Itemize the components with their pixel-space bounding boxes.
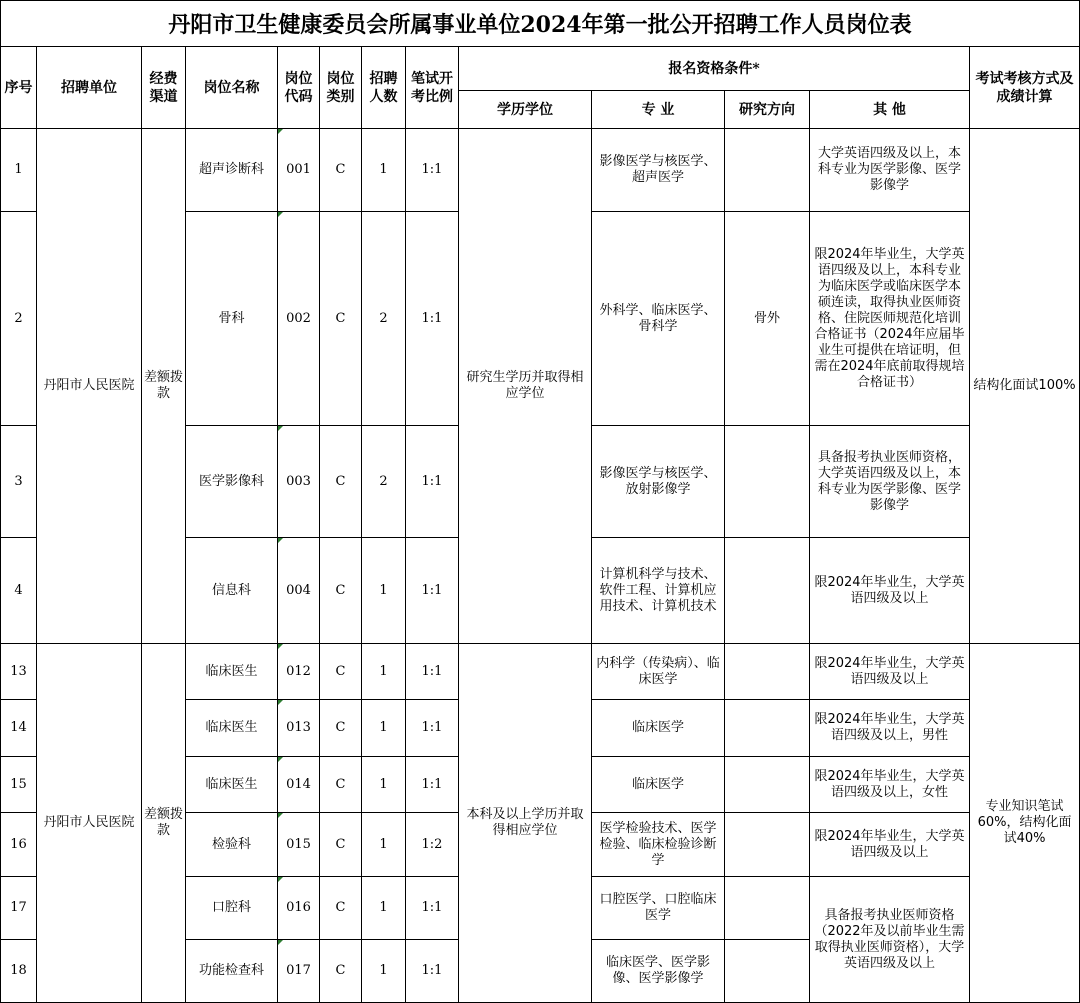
header-ratio: 笔试开考比例 <box>406 47 459 129</box>
cell-unit: 丹阳市人民医院 <box>37 129 142 644</box>
cell-post-code: 017 <box>278 940 320 1003</box>
cell-post-name: 口腔科 <box>186 877 278 940</box>
cell-exam: 结构化面试100% <box>970 129 1080 644</box>
cell-count: 1 <box>362 644 406 700</box>
cell-post-name: 骨科 <box>186 212 278 426</box>
cell-post-type: C <box>320 813 362 877</box>
header-seq: 序号 <box>1 47 37 129</box>
header-other: 其 他 <box>810 91 970 129</box>
cell-research <box>725 644 810 700</box>
cell-post-name: 信息科 <box>186 538 278 644</box>
cell-other: 限2024年毕业生，大学英语四级及以上，男性 <box>810 700 970 757</box>
cell-major: 临床医学 <box>592 700 725 757</box>
cell-post-code: 016 <box>278 877 320 940</box>
cell-other: 限2024年毕业生，大学英语四级及以上 <box>810 644 970 700</box>
cell-count: 1 <box>362 757 406 813</box>
cell-unit: 丹阳市人民医院 <box>37 644 142 1003</box>
cell-count: 1 <box>362 813 406 877</box>
table-row <box>1 129 1080 212</box>
cell-ratio: 1:1 <box>406 538 459 644</box>
cell-research <box>725 538 810 644</box>
cell-post-code: 001 <box>278 129 320 212</box>
cell-funding: 差额拨款 <box>142 644 186 1003</box>
cell-post-name: 超声诊断科 <box>186 129 278 212</box>
cell-post-type: C <box>320 700 362 757</box>
cell-research <box>725 940 810 1003</box>
cell-post-type: C <box>320 129 362 212</box>
cell-count: 1 <box>362 877 406 940</box>
cell-ratio: 1:2 <box>406 813 459 877</box>
header-education: 学历学位 <box>459 91 592 129</box>
cell-research <box>725 426 810 538</box>
cell-seq: 14 <box>1 700 37 757</box>
cell-count: 2 <box>362 426 406 538</box>
cell-ratio: 1:1 <box>406 877 459 940</box>
header-count: 招聘人数 <box>362 47 406 129</box>
cell-seq: 15 <box>1 757 37 813</box>
cell-post-code: 004 <box>278 538 320 644</box>
cell-major: 口腔医学、口腔临床医学 <box>592 877 725 940</box>
cell-post-name: 临床医生 <box>186 700 278 757</box>
cell-major: 内科学（传染病）、临床医学 <box>592 644 725 700</box>
cell-other: 限2024年毕业生，大学英语四级及以上，女性 <box>810 757 970 813</box>
cell-seq: 16 <box>1 813 37 877</box>
page-title: 丹阳市卫生健康委员会所属事业单位2024年第一批公开招聘工作人员岗位表 <box>0 0 1080 46</box>
cell-funding: 差额拨款 <box>142 129 186 644</box>
cell-ratio: 1:1 <box>406 212 459 426</box>
cell-ratio: 1:1 <box>406 700 459 757</box>
cell-major: 影像医学与核医学、超声医学 <box>592 129 725 212</box>
cell-research <box>725 757 810 813</box>
cell-education: 本科及以上学历并取得相应学位 <box>459 644 592 1003</box>
cell-post-code: 015 <box>278 813 320 877</box>
cell-ratio: 1:1 <box>406 129 459 212</box>
cell-major: 计算机科学与技术、软件工程、计算机应用技术、计算机技术 <box>592 538 725 644</box>
cell-major: 外科学、临床医学、骨科学 <box>592 212 725 426</box>
header-major: 专 业 <box>592 91 725 129</box>
cell-ratio: 1:1 <box>406 426 459 538</box>
recruitment-table <box>0 46 1080 1003</box>
cell-other: 具备报考执业医师资格（2022年及以前毕业生需取得执业医师资格），大学英语四级及以上 <box>810 877 970 1003</box>
cell-research <box>725 877 810 940</box>
cell-post-code: 012 <box>278 644 320 700</box>
cell-exam: 专业知识笔试60%，结构化面试40% <box>970 644 1080 1003</box>
cell-count: 2 <box>362 212 406 426</box>
header-qualifications: 报名资格条件* <box>459 47 970 91</box>
cell-other: 大学英语四级及以上，本科专业为医学影像、医学影像学 <box>810 129 970 212</box>
cell-seq: 2 <box>1 212 37 426</box>
cell-other: 具备报考执业医师资格，大学英语四级及以上，本科专业为医学影像、医学影像学 <box>810 426 970 538</box>
cell-other: 限2024年毕业生，大学英语四级及以上 <box>810 813 970 877</box>
cell-seq: 3 <box>1 426 37 538</box>
cell-post-type: C <box>320 757 362 813</box>
cell-seq: 13 <box>1 644 37 700</box>
cell-post-type: C <box>320 877 362 940</box>
cell-post-code: 013 <box>278 700 320 757</box>
cell-research: 骨外 <box>725 212 810 426</box>
cell-count: 1 <box>362 129 406 212</box>
cell-post-type: C <box>320 940 362 1003</box>
cell-post-name: 功能检查科 <box>186 940 278 1003</box>
cell-other: 限2024年毕业生，大学英语四级及以上，本科专业为临床医学或临床医学本硕连读，取得执业医师资格、住院医师规范化培训合格证书（2024年应届毕业生可提供在培证明，但需在2024年底前取得规培合格证书） <box>810 212 970 426</box>
cell-major: 医学检验技术、医学检验、临床检验诊断学 <box>592 813 725 877</box>
cell-post-name: 检验科 <box>186 813 278 877</box>
header-research: 研究方向 <box>725 91 810 129</box>
cell-post-type: C <box>320 426 362 538</box>
table-row <box>1 644 1080 700</box>
cell-major: 临床医学 <box>592 757 725 813</box>
cell-ratio: 1:1 <box>406 940 459 1003</box>
cell-count: 1 <box>362 940 406 1003</box>
cell-seq: 4 <box>1 538 37 644</box>
cell-post-name: 临床医生 <box>186 757 278 813</box>
cell-seq: 18 <box>1 940 37 1003</box>
header-unit: 招聘单位 <box>37 47 142 129</box>
cell-count: 1 <box>362 700 406 757</box>
cell-research <box>725 129 810 212</box>
cell-count: 1 <box>362 538 406 644</box>
cell-post-code: 014 <box>278 757 320 813</box>
cell-ratio: 1:1 <box>406 757 459 813</box>
header-post-type: 岗位类别 <box>320 47 362 129</box>
cell-research <box>725 700 810 757</box>
header-post-code: 岗位代码 <box>278 47 320 129</box>
cell-seq: 1 <box>1 129 37 212</box>
header-post-name: 岗位名称 <box>186 47 278 129</box>
cell-post-code: 003 <box>278 426 320 538</box>
cell-post-type: C <box>320 212 362 426</box>
cell-post-name: 临床医生 <box>186 644 278 700</box>
cell-seq: 17 <box>1 877 37 940</box>
header-funding: 经费渠道 <box>142 47 186 129</box>
cell-post-code: 002 <box>278 212 320 426</box>
cell-post-type: C <box>320 538 362 644</box>
cell-education: 研究生学历并取得相应学位 <box>459 129 592 644</box>
cell-ratio: 1:1 <box>406 644 459 700</box>
cell-major: 影像医学与核医学、放射影像学 <box>592 426 725 538</box>
cell-post-name: 医学影像科 <box>186 426 278 538</box>
cell-major: 临床医学、医学影像、医学影像学 <box>592 940 725 1003</box>
cell-research <box>725 813 810 877</box>
header-exam: 考试考核方式及成绩计算 <box>970 47 1080 129</box>
cell-other: 限2024年毕业生，大学英语四级及以上 <box>810 538 970 644</box>
cell-post-type: C <box>320 644 362 700</box>
